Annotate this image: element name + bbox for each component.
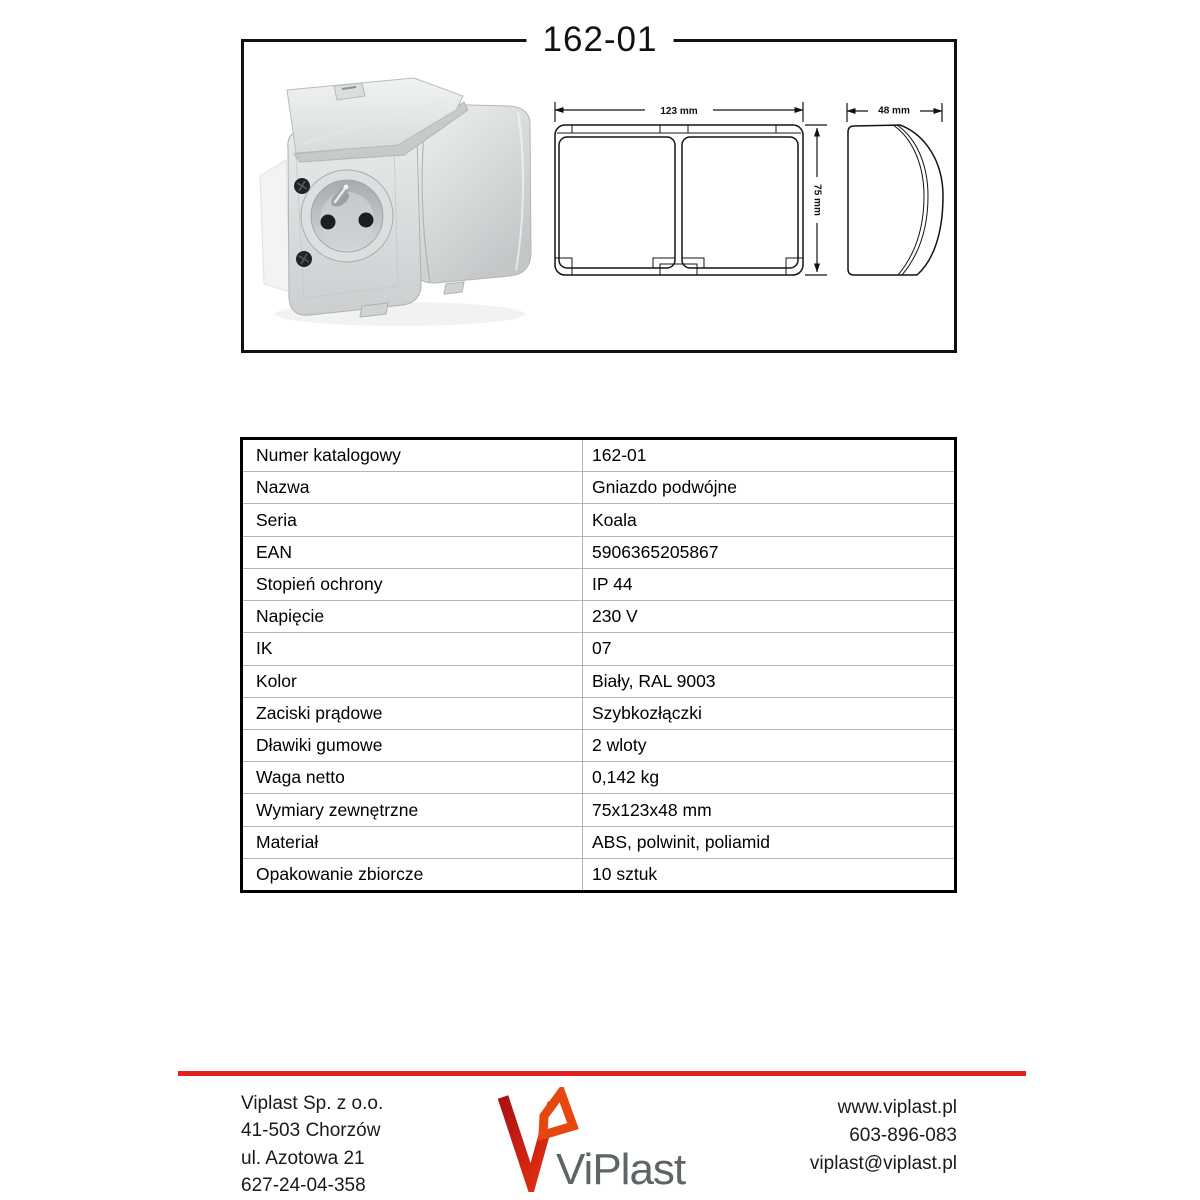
spec-row [243, 826, 954, 858]
socket-hole-left [321, 215, 336, 230]
spec-value: IP 44 [592, 573, 633, 594]
footer-line: Viplast Sp. z o.o. [241, 1093, 384, 1114]
socket-hole-right [359, 213, 374, 228]
product-photo [250, 56, 550, 350]
spec-label: Stopień ochrony [243, 569, 583, 600]
spec-label: EAN [243, 537, 583, 568]
spec-row [243, 793, 954, 825]
footer-line: ul. Azotowa 21 [241, 1147, 365, 1169]
front-left-frame [559, 137, 675, 268]
footer-contact [810, 1094, 957, 1178]
dimension-depth-label: 48 mm [878, 105, 910, 117]
footer-accent-line [178, 1071, 1026, 1076]
spec-row [243, 600, 954, 632]
spec-row [243, 568, 954, 600]
rear-panel [260, 160, 290, 292]
spec-label: Opakowanie zbiorcze [243, 859, 583, 890]
spec-row [243, 858, 954, 890]
spec-value: Gniazdo podwójne [592, 477, 737, 498]
spec-label: Materiał [243, 827, 583, 858]
footer-line: 603-896-083 [849, 1125, 957, 1146]
footer-line: viplast@viplast.pl [809, 1153, 957, 1174]
footer-line: 627-24-04-358 [241, 1175, 366, 1197]
spec-value: ABS, polwinit, poliamid [592, 831, 770, 852]
spec-value: 5906365205867 [592, 541, 719, 562]
screw-bottom [296, 251, 312, 267]
spec-value: 07 [592, 638, 612, 659]
footer-line: 41-503 Chorzów [241, 1120, 381, 1142]
spec-row [243, 697, 954, 729]
page-title: 162-01 [527, 20, 674, 60]
spec-value: 230 V [592, 606, 638, 627]
footer-address [241, 1090, 383, 1200]
spec-value: 0,142 kg [592, 767, 660, 788]
spec-value: 2 wloty [592, 735, 647, 756]
spec-value: Biały, RAL 9003 [592, 670, 716, 691]
spec-value: 75x123x48 mm [592, 799, 712, 820]
spec-row [243, 729, 954, 761]
bottom-clip-right [444, 282, 464, 294]
spec-row [243, 761, 954, 793]
spec-row [243, 471, 954, 503]
spec-row [243, 536, 954, 568]
spec-label: Waga netto [243, 762, 583, 793]
spec-label: Wymiary zewnętrzne [243, 794, 583, 825]
spec-label: Seria [243, 504, 583, 535]
pin-tip [344, 185, 349, 190]
spec-label: Numer katalogowy [243, 440, 583, 471]
spec-label: Kolor [243, 666, 583, 697]
spec-value: Koala [592, 509, 637, 530]
technical-drawing [546, 92, 956, 302]
spec-row [243, 503, 954, 535]
spec-label: Zaciski prądowe [243, 698, 583, 729]
spec-label: Nazwa [243, 472, 583, 503]
spec-row [243, 440, 954, 471]
dimension-height-label: 75 mm [811, 184, 823, 216]
spec-row [243, 665, 954, 697]
spec-label: Dławiki gumowe [243, 730, 583, 761]
screw-top [294, 178, 310, 194]
side-view-outline [848, 125, 943, 275]
spec-label: IK [243, 633, 583, 664]
front-right-frame [682, 137, 798, 268]
spec-row [243, 632, 954, 664]
spec-value: 10 sztuk [592, 863, 658, 884]
spec-label: Napięcie [243, 601, 583, 632]
viplast-logo-text: ViPlast [556, 1145, 686, 1194]
spec-value: 162-01 [592, 445, 647, 466]
logo-a-stroke [543, 1093, 573, 1135]
footer-line: www.viplast.pl [837, 1097, 957, 1118]
spec-table [240, 437, 957, 893]
dimension-width-label: 123 mm [660, 106, 698, 117]
spec-value: Szybkozłączki [592, 702, 702, 723]
